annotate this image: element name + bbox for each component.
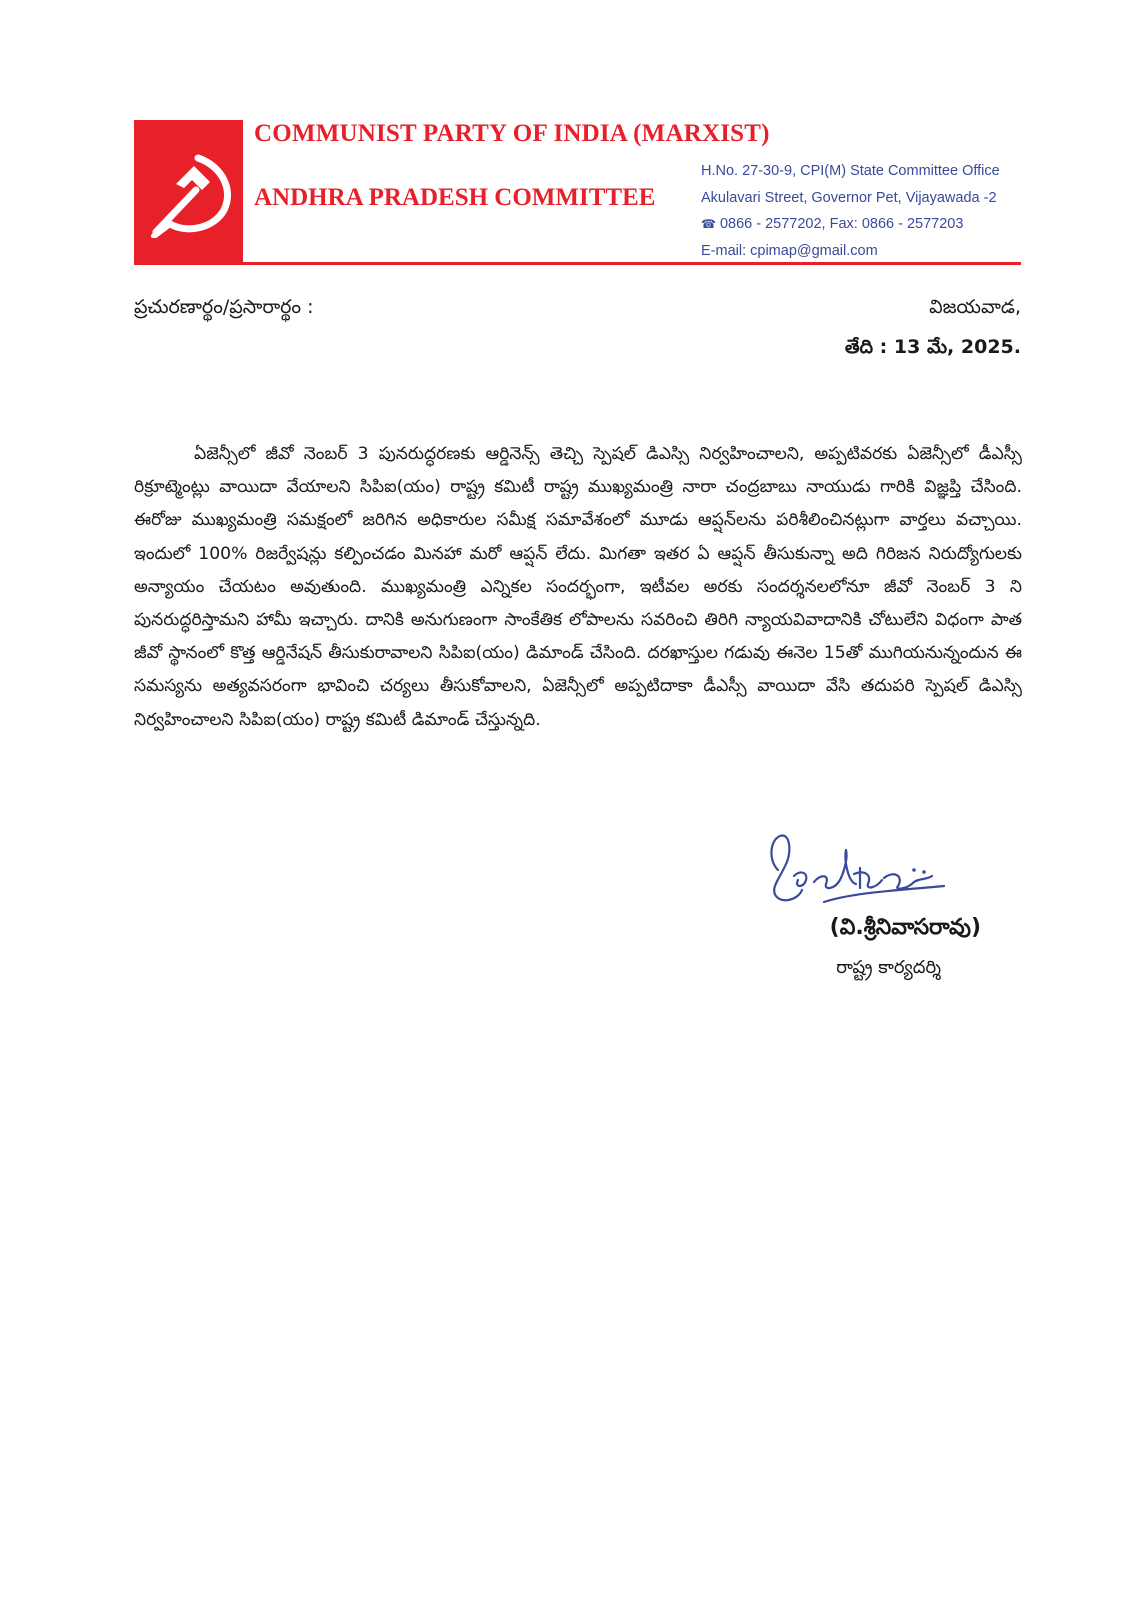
handwritten-signature: [764, 830, 954, 914]
signer-title: రాష్ట్ర కార్యదర్శి: [836, 957, 941, 978]
signer-name: (వి.శ్రీనివాసరావు): [829, 915, 981, 940]
hammer-and-sickle-icon: [136, 146, 240, 238]
committee-name: ANDHRA PRADESH COMMITTEE: [254, 184, 656, 211]
press-release-body: ఏజెన్సీలో జీవో నెంబర్ 3 పునరుద్ధరణకు ఆర్డినెన్స్ తెచ్చి స్పెషల్ డిఎస్సి నిర్వహించాలని, అప్పటివరకు ఏజెన్సీలో డీఎస్సీ రిక్రూట్మెంట్లు వాయిదా వేయాలని సిపిఐ(యం) రాష్ట్ర కమిటీ రాష్ట్ర ముఖ్యమంత్రి నారా చంద్రబాబు నాయుడు గారికి విజ్ఞప్తి చేసింది. ఈరోజు ముఖ్యమంత్రి సమక్షంలో జరిగిన అధికారుల సమీక్ష సమావేశంలో మూడు ఆప్షన్‌లను పరిశీలించినట్లుగా వార్తలు వచ్చాయి. ఇందులో 100% రిజర్వేషన్లు కల్పించడం మినహా మరో ఆప్షన్ లేదు. మిగతా ఇతర ఏ ఆప్షన్ తీసుకున్నా అది గిరిజన నిరుద్యోగులకు అన్యాయం చేయటం అవుతుంది. ముఖ్యమంత్రి ఎన్నికల సందర్భంగా, ఇటీవల అరకు సందర్శనలలోనూ జీవో నెంబర్ 3 ని పునరుద్ధరిస్తామని హామీ ఇచ్చారు. దానికి అనుగుణంగా సాంకేతిక లోపాలను సవరించి తిరిగి న్యాయవివాదానికి చోటులేని విధంగా పాత జీవో స్థానంలో కొత్త ఆర్డినేషన్ తీసుకురావాలని సిపిఐ(యం) డిమాండ్ చేసింది. దరఖాస్తుల గడువు ఈనెల 15తో ముగియనున్నందున ఈ సమస్యను అత్యవసరంగా భావించి చర్యలు తీసుకోవాలని, ఏజెన్సీలో అప్పటిదాకా డీఎస్సీ వాయిదా వేసి తదుపరి స్పెషల్ డిఎస్సి నిర్వహించాలని సిపిఐ(యం) రాష్ట్ర కమిటీ డిమాండ్ చేస్తున్నది.: [134, 444, 1022, 730]
date: తేది : 13 మే, 2025.: [844, 336, 1021, 358]
address-line-1: H.No. 27-30-9, CPI(M) State Committee Office: [701, 163, 1000, 179]
phone-line: 0866 - 2577202, Fax: 0866 - 2577203: [719, 216, 964, 232]
address-line-2: Akulavari Street, Governor Pet, Vijayawada -2: [701, 189, 997, 206]
telephone-icon: ☎: [701, 217, 716, 231]
place: విజయవాడ,: [929, 296, 1021, 318]
letterhead: [134, 120, 1021, 266]
address-block: [701, 158, 1000, 264]
release-label: ప్రచురణార్థం/ప్రసారార్థం :: [134, 296, 314, 318]
phone-line-row: [701, 211, 1000, 238]
party-logo: [134, 120, 243, 263]
party-name: COMMUNIST PARTY OF INDIA (MARXIST): [254, 120, 770, 147]
email-line: E-mail: cpimap@gmail.com: [701, 242, 878, 259]
header-divider: [134, 262, 1021, 265]
